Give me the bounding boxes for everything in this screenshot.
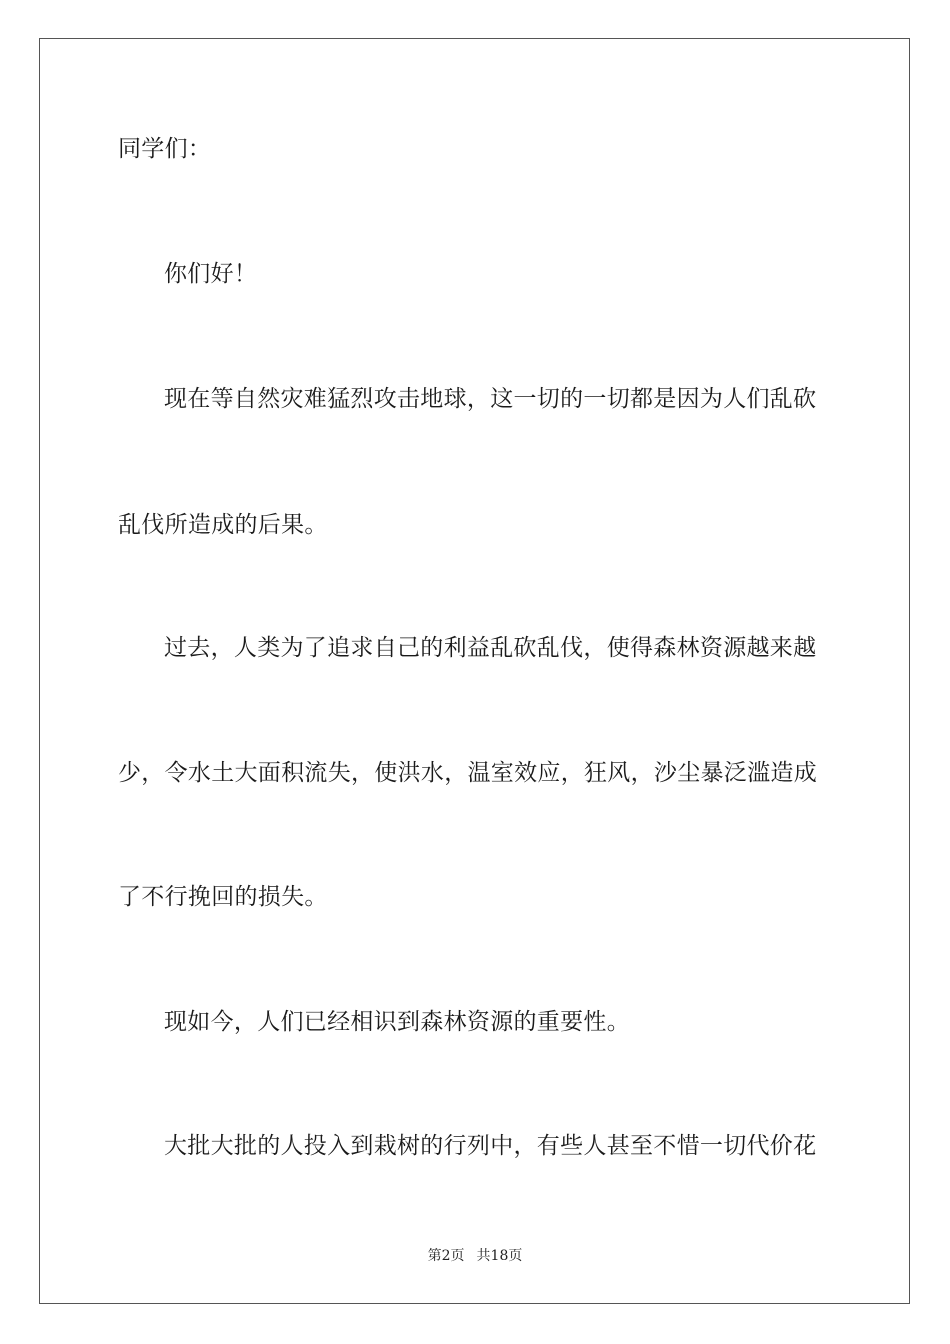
greeting-line: 你们好！ (164, 261, 258, 287)
paragraph-line: 现在等自然灾难猛烈攻击地球，这一切的一切都是因为人们乱砍 (164, 386, 817, 412)
page-border (39, 38, 910, 1304)
paragraph-line: 现如今，人们已经相识到森林资源的重要性。 (164, 1009, 630, 1035)
page-number: 第2页 (427, 1248, 465, 1264)
paragraph-line: 过去，人类为了追求自己的利益乱砍乱伐，使得森林资源越来越 (164, 635, 817, 661)
paragraph-line: 大批大批的人投入到栽树的行列中，有些人甚至不惜一切代价花 (164, 1133, 817, 1159)
salutation: 同学们： (118, 136, 212, 162)
page-footer (0, 1247, 950, 1265)
page-total: 共18页 (476, 1248, 523, 1264)
paragraph-line: 少，令水土大面积流失，使洪水，温室效应，狂风，沙尘暴泛滥造成 (118, 760, 817, 786)
paragraph-line: 了不行挽回的损失。 (118, 884, 328, 910)
paragraph-line: 乱伐所造成的后果。 (118, 512, 328, 538)
